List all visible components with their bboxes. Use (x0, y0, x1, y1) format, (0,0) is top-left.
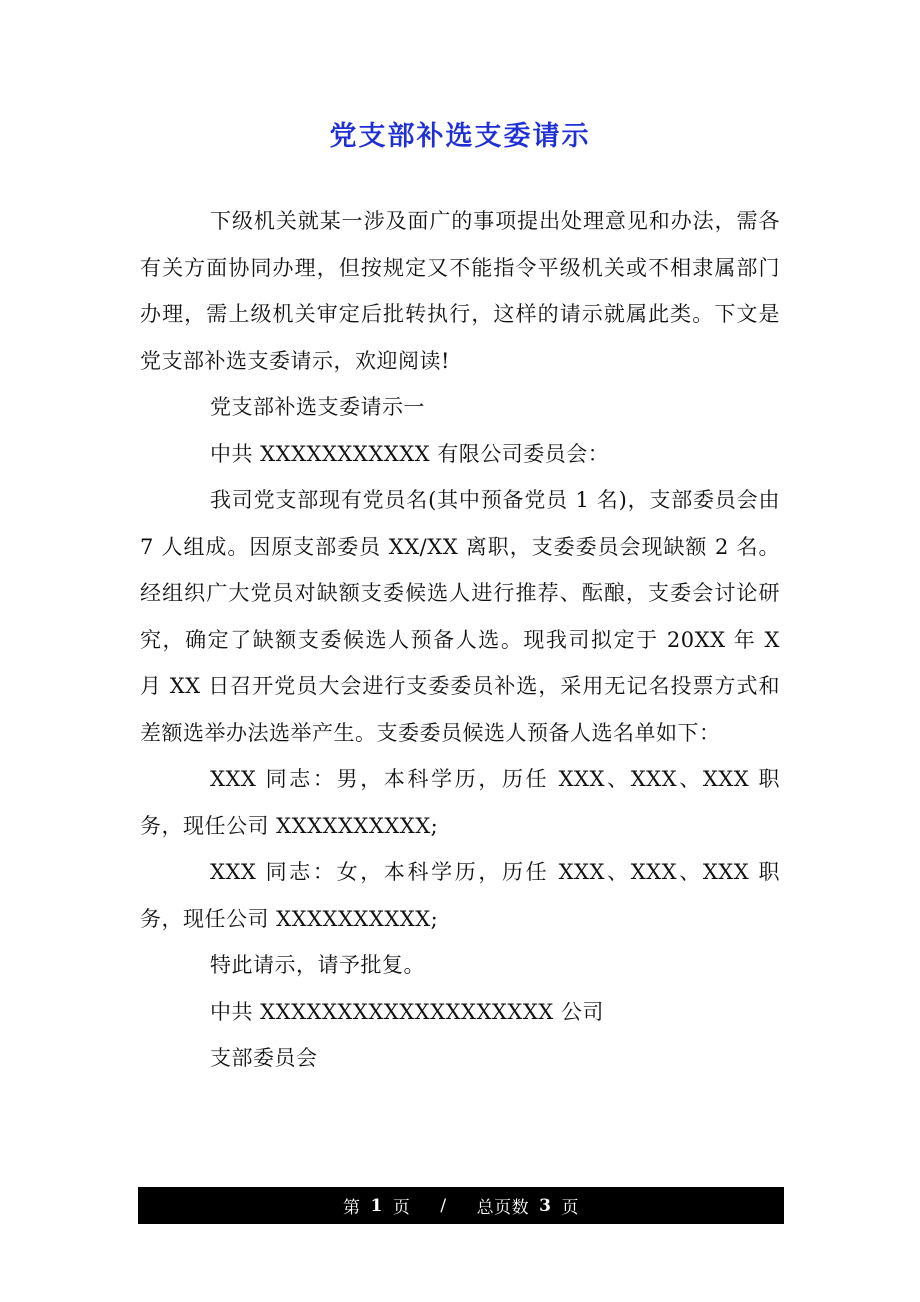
main-paragraph: 我司党支部现有党员名(其中预备党员 1 名)，支部委员会由 7 人组成。因原支部委员 XX/XX 离职，支委委员会现缺额 2 名。经组织广大党员对缺额支委候选人进行推荐、酝酿，支委会讨论研究，确定了缺额支委候选人预备人选。现我司拟定于 20XX 年 X 月 XX 日召开党员大会进行支委委员补选，采用无记名投票方式和差额选举办法选举产生。支委委员候选人预备人选名单如下： (140, 488, 780, 745)
salutation: 中共 XXXXXXXXXXX 有限公司委员会： (210, 441, 610, 466)
footer-current-page: 1 (370, 1195, 383, 1216)
page-footer (138, 1187, 784, 1224)
document-body (140, 198, 780, 1082)
closing-request: 特此请示，请予批复。 (210, 953, 425, 977)
candidate-paragraph: XXX 同志：女，本科学历，历任 XXX、XXX、XXX 职务，现任公司 XXXXXXXXXX; (140, 860, 780, 931)
footer-page-suffix: 页 (392, 1198, 411, 1218)
intro-paragraph: 下级机关就某一涉及面广的事项提出处理意见和办法，需各有关方面协同办理，但按规定又不能指令平级机关或不相隶属部门办理，需上级机关审定后批转执行，这样的请示就属此类。下文是党支部补选支委请示，欢迎阅读! (140, 209, 780, 373)
footer-separator: / (440, 1195, 447, 1216)
signature-committee: 支部委员会 (210, 1046, 318, 1070)
section-heading: 党支部补选支委请示一 (210, 395, 425, 419)
footer-page-prefix: 第 (343, 1198, 361, 1218)
candidate-paragraph: XXX 同志：男，本科学历，历任 XXX、XXX、XXX 职务，现任公司 XXXXXXXXXX; (140, 767, 780, 838)
footer-total-suffix: 页 (561, 1198, 579, 1218)
signature-organization: 中共 XXXXXXXXXXXXXXXXXXX 公司 (210, 999, 604, 1024)
footer-total-prefix: 总页数 (476, 1198, 530, 1218)
document-title: 党支部补选支委请示 (329, 121, 591, 152)
footer-total-pages: 3 (539, 1195, 552, 1216)
